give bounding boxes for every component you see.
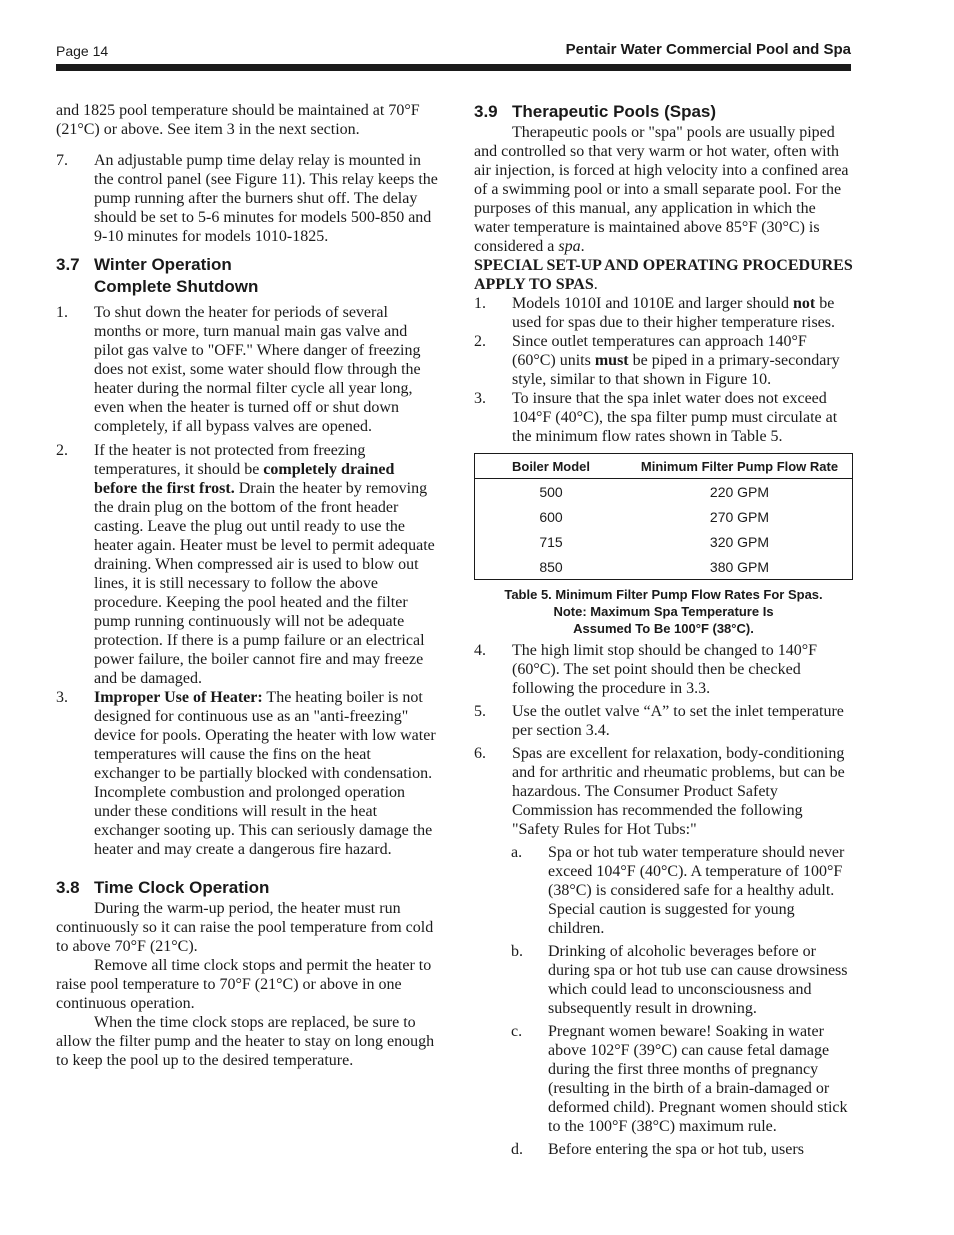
list-text: Use the outlet valve “A” to set the inlet temperature per section 3.4.	[512, 703, 844, 739]
list-item-1	[474, 294, 854, 332]
sub-item-letter: a.	[511, 844, 523, 861]
list-item-6	[474, 744, 854, 839]
list-number: 7.	[56, 152, 68, 169]
sub-item-letter: c.	[511, 1023, 523, 1040]
table-cell: 320 GPM	[709, 533, 770, 550]
list-item-4	[474, 641, 854, 698]
list-number: 2.	[56, 442, 68, 459]
list-text	[512, 294, 854, 332]
caption-line: Table 5. Minimum Filter Pump Flow Rates For Spas.	[504, 587, 823, 602]
section-title: Winter Operation	[94, 255, 232, 274]
table-row	[475, 504, 853, 529]
paragraph: When the time clock stops are replaced, be sure to allow the filter pump and the heater to stay on long enough to keep the pool up to the desired temperature.	[56, 1014, 435, 1069]
sub-item-letter: b.	[511, 943, 523, 960]
spa-intro-paragraph	[474, 123, 854, 256]
table-header-row	[475, 454, 853, 479]
list-number: 4.	[474, 642, 486, 659]
section-title: Time Clock Operation	[94, 878, 270, 897]
text-run: If the heater is not protected from freezing temperatures, it should be	[94, 442, 366, 478]
text-run: The heating boiler is not designed for continuous use as an "anti-freezing" device for pools. Operating the heater with low water temperatures will cause the fins on the heat exchanger to be partially blocked with condensation. Incomplete combustion and prolonged operation under these conditions will result in the heat exchanger sooting up. This can seriously damage the heater and may create a dangerous fire hazard.	[94, 689, 436, 858]
bold-text: not	[793, 295, 816, 312]
text-run: Since outlet temperatures can approach 140°F (60°C) units	[512, 333, 807, 369]
list-text: To shut down the heater for periods of several months or more, turn manual main gas valve and pilot gas valve to "OFF." Where danger of freezing does not exist, some water should flow through the heater during the normal filter cycle all year long, even when the heater is turned off or shut down completely, if all bypass valves are opened.	[94, 304, 421, 435]
table-row	[475, 479, 853, 505]
sub-item-d	[474, 1140, 854, 1159]
list-number: 5.	[474, 703, 486, 720]
section-number: 3.8	[56, 878, 80, 897]
italic-text: spa	[558, 238, 581, 255]
list-item-7	[56, 151, 438, 246]
list-text	[512, 332, 854, 389]
table-row	[475, 554, 853, 580]
section-heading-3-7	[56, 254, 438, 298]
sub-item-a	[474, 843, 854, 938]
header-rule	[56, 64, 851, 71]
text-run: Drain the heater by removing the drain plug on the bottom of the front header casting. Leave the plug out until ready to use the heater again. Heater must be level to permit adequate draining. When compressed air is used to blow out lines, it is still necessary to follow the above procedure. Keeping the pool heated and the filter pump running continuously will not be adequate protection. If there is a pump failure or an electrical power failure, the boiler cannot fire and may freeze and be damaged.	[94, 480, 435, 687]
left-column	[56, 101, 438, 1070]
list-number: 6.	[474, 745, 486, 762]
sub-item-letter: d.	[511, 1141, 523, 1158]
section-title: Therapeutic Pools (Spas)	[512, 102, 717, 121]
flow-rate-table	[474, 453, 853, 580]
section-heading-3-8	[56, 877, 438, 899]
sub-item-text: Before entering the spa or hot tub, users	[548, 1141, 804, 1158]
list-item-5	[474, 702, 854, 740]
section-heading-3-9	[474, 101, 854, 123]
table-cell: 715	[539, 533, 563, 550]
list-text: Spas are excellent for relaxation, body-conditioning and for arthritic and rheumatic problems, but can be hazardous. The Consumer Product Safety Commission has recommended the following "Safety Rules for Hot Tubs:"	[512, 745, 845, 838]
column-header: Boiler Model	[475, 454, 628, 479]
text-run: be used for spas due to their higher temperature rises.	[512, 295, 836, 331]
section-number: 3.7	[56, 255, 80, 274]
text-run: Models 1010I and 1010E and larger should	[512, 295, 793, 312]
list-text	[94, 441, 438, 688]
table-caption	[474, 586, 853, 637]
list-item-1	[56, 303, 438, 436]
sub-item-c	[474, 1022, 854, 1136]
special-procedures-notice	[474, 256, 854, 294]
sub-item-text: Spa or hot tub water temperature should never exceed 104°F (40°C). A temperature of 100°F (38°C) is considered safe for a healthy adult. Special caution is suggested for young children.	[548, 844, 845, 937]
right-column	[474, 101, 854, 1159]
sub-item-text: Drinking of alcoholic beverages before or during spa or hot tub use can cause drowsiness which could lead to unconsciousness and subsequently result in drowning.	[548, 943, 848, 1017]
sub-item-text: Pregnant women beware! Soaking in water above 102°F (39°C) can cause fetal damage during the first three months of pregnancy (resulting in the birth of a brain-damaged or deformed child). Pregnant women should stick to the 100°F (38°C) maximum rule.	[548, 1023, 848, 1135]
table-cell: 270 GPM	[709, 508, 770, 525]
paragraph: During the warm-up period, the heater must run continuously so it can raise the pool temperature from cold to above 70°F (21°C).	[56, 900, 434, 955]
list-number: 1.	[56, 304, 68, 321]
list-text	[94, 688, 438, 859]
table-cell: 500	[539, 483, 563, 500]
page-number: Page 14	[56, 43, 109, 59]
list-number: 3.	[474, 390, 486, 407]
list-text: The high limit stop should be changed to 140°F (60°C). The set point should then be checked following the procedure in 3.3.	[512, 642, 818, 697]
bold-text: Improper Use of Heater:	[94, 689, 263, 706]
caption-line: Assumed To Be 100°F (38°C).	[573, 621, 754, 636]
list-item-2	[56, 441, 438, 688]
list-text: To insure that the spa inlet water does not exceed 104°F (40°C), the spa filter pump must circulate at the minimum flow rates shown in Table 5.	[512, 390, 838, 445]
table-cell: 600	[539, 508, 563, 525]
bold-text: completely drained before the first frost.	[94, 461, 395, 497]
sub-item-b	[474, 942, 854, 1018]
text-run: Therapeutic pools or "spa" pools are usually piped and controlled so that very warm or hot water, often with air injection, is forced at high velocity into a confined area of a swimming pool or into a small separate pool. For the purposes of this manual, any application in which the water temperature is maintained above 85°F (30°C) is considered a	[474, 124, 849, 255]
text-run: be piped in a primary-secondary style, similar to that shown in Figure 10.	[512, 352, 840, 388]
list-number: 2.	[474, 333, 486, 350]
list-number: 3.	[56, 689, 68, 706]
intro-paragraph: and 1825 pool temperature should be maintained at 70°F (21°C) or above. See item 3 in the next section.	[56, 102, 420, 138]
caption-line: Note: Maximum Spa Temperature Is	[553, 604, 774, 619]
text-run: .	[593, 276, 598, 293]
bold-text: SPECIAL SET-UP AND OPERATING PROCEDURES APPLY TO SPAS	[474, 257, 853, 293]
table-cell: 220 GPM	[709, 483, 770, 500]
running-header-title: Pentair Water Commercial Pool and Spa	[565, 41, 851, 58]
column-header: Minimum Filter Pump Flow Rate	[627, 454, 853, 479]
paragraph: Remove all time clock stops and permit the heater to raise pool temperature to 70°F (21°C) or above in one continuous operation.	[56, 957, 432, 1012]
section-subtitle: Complete Shutdown	[94, 277, 259, 296]
table-cell: 850	[539, 558, 563, 575]
text-run: .	[580, 238, 585, 255]
list-number: 1.	[474, 295, 486, 312]
list-item-3	[56, 688, 438, 859]
table-cell: 380 GPM	[709, 558, 770, 575]
table-row	[475, 529, 853, 554]
section-number: 3.9	[474, 102, 498, 121]
list-item-2	[474, 332, 854, 389]
list-text: An adjustable pump time delay relay is mounted in the control panel (see Figure 11). This relay keeps the pump running after the burners shut off. The delay should be set to 5-6 minutes for models 500-850 and 9-10 minutes for models 1010-1825.	[94, 152, 438, 245]
list-item-3	[474, 389, 854, 446]
bold-text: must	[594, 352, 629, 369]
